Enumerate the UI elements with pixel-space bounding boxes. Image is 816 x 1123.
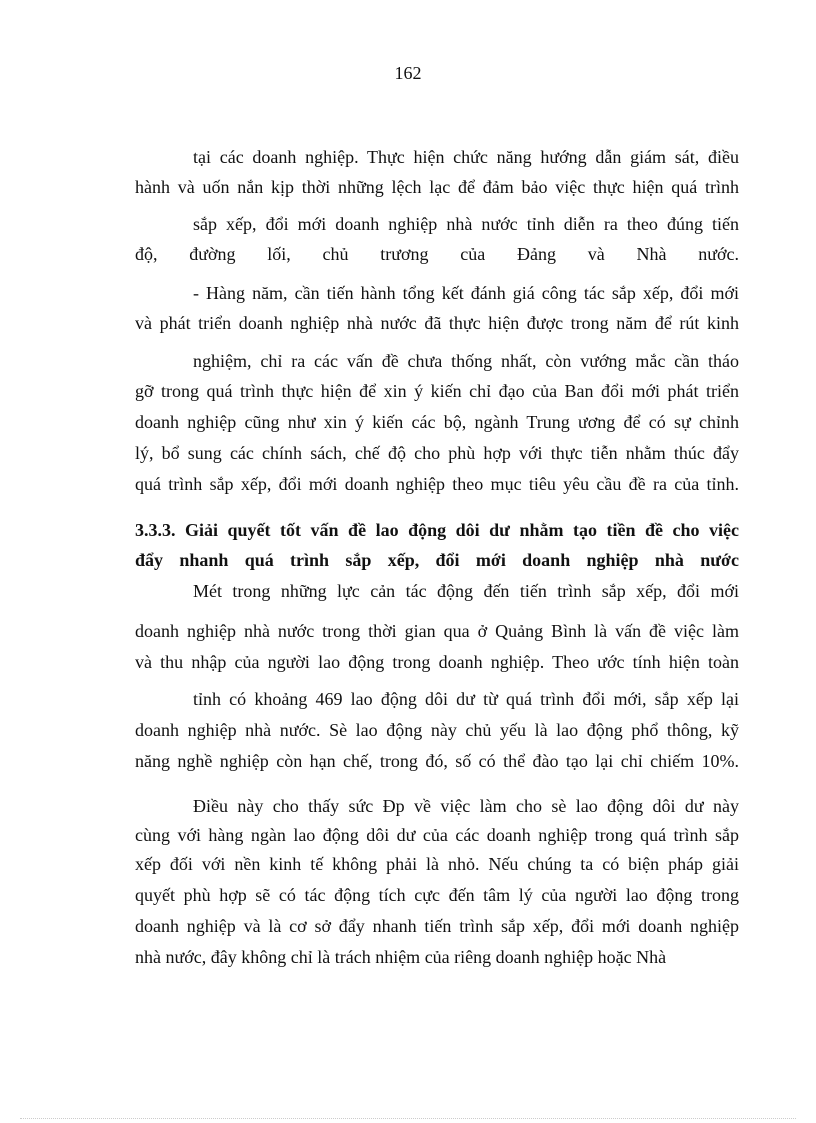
text-line: Điều này cho thấy sức Ðp về việc làm cho sè lao động dôi dư này bbox=[193, 796, 739, 816]
text-line: doanh nghiệp cũng như xin ý kiến các bộ, ngành Trung ương để có sự chỉnh bbox=[135, 412, 739, 432]
text-line: sắp xếp, đổi mới doanh nghiệp nhà nước tỉnh diễn ra theo đúng tiến bbox=[193, 214, 739, 234]
text-line: nhà nước, đây không chỉ là trách nhiệm của riêng doanh nghiệp hoặc Nhà bbox=[135, 947, 667, 967]
page-bottom-border bbox=[20, 1118, 796, 1119]
text-line: xếp đối với nền kinh tế không phải là nhỏ. Nếu chúng ta có biện pháp giải bbox=[135, 854, 739, 874]
text-line: hành và uốn nắn kịp thời những lệch lạc để đảm bảo việc thực hiện quá trình bbox=[135, 177, 739, 197]
text-line: tại các doanh nghiệp. Thực hiện chức năng hướng dẫn giám sát, điều bbox=[193, 147, 739, 167]
text-line: lý, bổ sung các chính sách, chế độ cho phù hợp với thực tiễn nhằm thúc đẩy bbox=[135, 443, 739, 463]
section-heading-line: đẩy nhanh quá trình sắp xếp, đổi mới doanh nghiệp nhà nước bbox=[135, 550, 739, 570]
text-line: độ, đường lối, chủ trương của Đảng và Nhà nước. bbox=[135, 244, 739, 264]
text-line: quyết phù hợp sẽ có tác động tích cực đến tâm lý của người lao động trong bbox=[135, 885, 739, 905]
text-line: nghiệm, chỉ ra các vấn đề chưa thống nhất, còn vướng mắc cần tháo bbox=[193, 351, 739, 371]
text-line: năng nghề nghiệp còn hạn chế, trong đó, số có thể đào tạo lại chỉ chiếm 10%. bbox=[135, 751, 739, 771]
page-number: 162 bbox=[394, 63, 422, 83]
text-line: và thu nhập của người lao động trong doanh nghiệp. Theo ước tính hiện toàn bbox=[135, 652, 739, 672]
text-line: doanh nghiệp nhà nước. Sè lao động này chủ yếu là lao động phổ thông, kỹ bbox=[135, 720, 739, 740]
text-line: doanh nghiệp và là cơ sở đẩy nhanh tiến trình sắp xếp, đổi mới doanh nghiệp bbox=[135, 916, 739, 936]
text-line: gỡ trong quá trình thực hiện để xin ý kiến chỉ đạo của Ban đổi mới phát triển bbox=[135, 381, 739, 401]
text-line: doanh nghiệp nhà nước trong thời gian qua ở Quảng Bình là vấn đề việc làm bbox=[135, 621, 739, 641]
text-line: - Hàng năm, cần tiến hành tổng kết đánh giá công tác sắp xếp, đổi mới bbox=[193, 283, 739, 303]
text-line: Mét trong những lực cản tác động đến tiến trình sắp xếp, đổi mới bbox=[193, 581, 739, 601]
text-line: và phát triển doanh nghiệp nhà nước đã thực hiện được trong năm để rút kinh bbox=[135, 313, 739, 333]
text-line: tỉnh có khoảng 469 lao động dôi dư từ quá trình đổi mới, sắp xếp lại bbox=[193, 689, 739, 709]
section-heading-line: 3.3.3. Giải quyết tốt vấn đề lao động dôi dư nhằm tạo tiền đề cho việc bbox=[135, 520, 739, 540]
text-line: quá trình sắp xếp, đổi mới doanh nghiệp theo mục tiêu yêu cầu đề ra của tỉnh. bbox=[135, 474, 739, 494]
text-line: cùng với hàng ngàn lao động dôi dư của các doanh nghiệp trong quá trình sắp bbox=[135, 825, 739, 845]
